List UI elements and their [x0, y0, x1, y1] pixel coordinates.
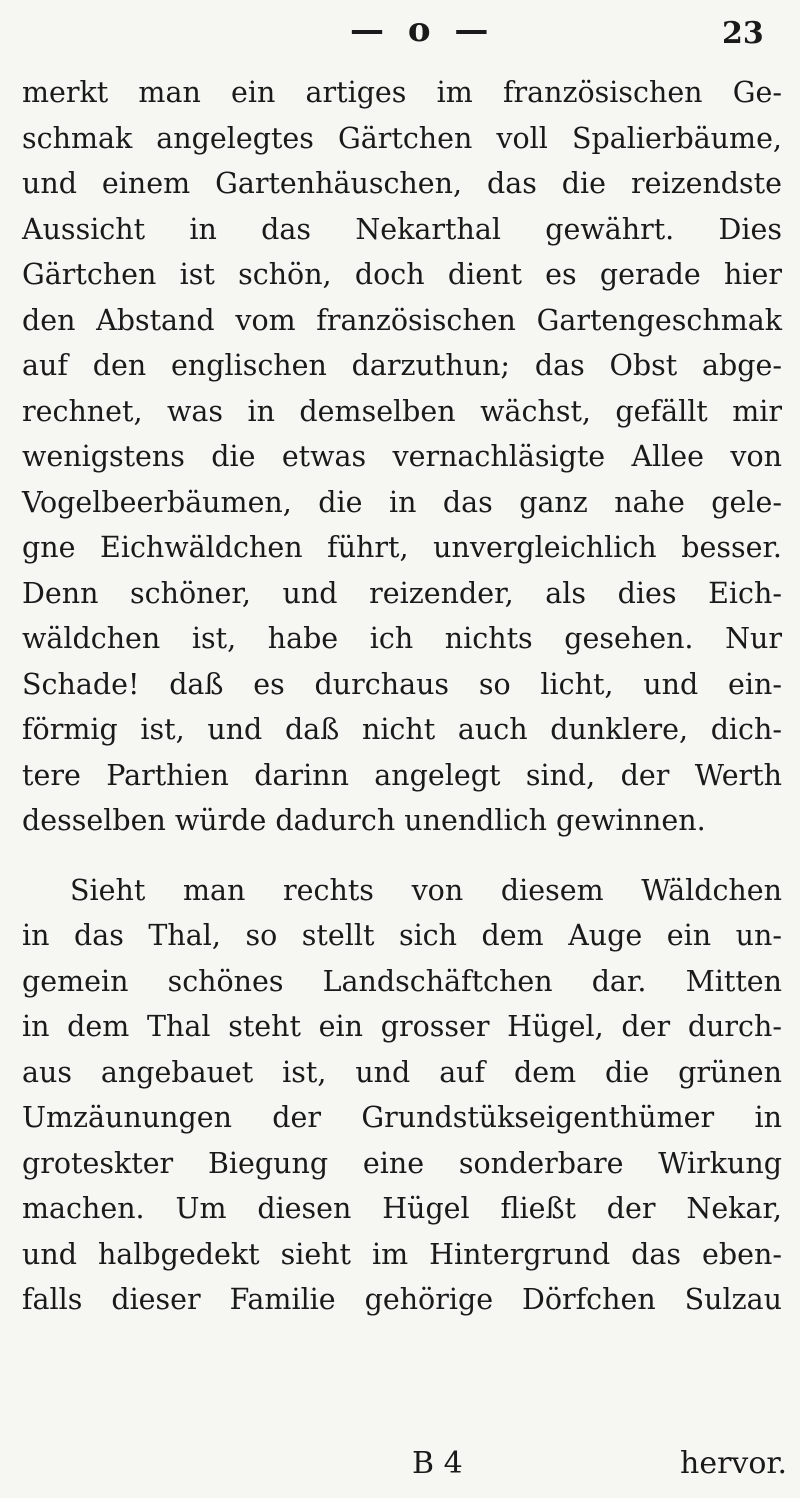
text-line: gemein schönes Landschäftchen dar. Mitten — [22, 964, 782, 998]
page-footer — [0, 1442, 800, 1488]
head-ornament: — o — — [350, 10, 495, 50]
text-line: Denn schöner, und reizender, als dies Eich- — [22, 576, 782, 610]
text-line: gne Eichwäldchen führt, unvergleichlich besser. — [22, 531, 782, 564]
text-line: wenigstens die etwas vernachläsigte Allee von — [22, 440, 782, 473]
text-line: Gärtchen ist schön, doch dient es gerade hier — [22, 258, 782, 291]
text-line: groteskter Biegung eine sonderbare Wirkung — [22, 1146, 782, 1180]
text-line: förmig ist, und daß nicht auch dunklere, dich- — [22, 713, 782, 746]
text-line: in dem Thal steht ein grosser Hügel, der durch- — [22, 1010, 782, 1043]
signature-mark: B 4 — [412, 1446, 463, 1481]
text-line: Aussicht in das Nekarthal gewährt. Dies — [22, 212, 782, 246]
text-line: falls dieser Familie gehörige Dörfchen Sulzau — [22, 1283, 782, 1316]
catchword: hervor. — [680, 1446, 788, 1481]
text-line: aus angebauet ist, und auf dem die grünen — [22, 1055, 782, 1089]
text-line: schmak angelegtes Gärtchen voll Spalierbäume, — [22, 121, 782, 155]
text-line: und einem Gartenhäuschen, das die reizendste — [22, 167, 782, 200]
text-line: wäldchen ist, habe ich nichts gesehen. Nur — [22, 622, 782, 655]
text-line: rechnet, was in demselben wächst, gefällt mir — [22, 394, 782, 428]
text-line: machen. Um diesen Hügel fließt der Nekar, — [22, 1192, 782, 1225]
text-line: Sieht man rechts von diesem Wäldchen — [70, 873, 782, 907]
paragraph-gap — [22, 844, 782, 868]
text-line: Vogelbeerbäumen, die in das ganz nahe gele- — [22, 485, 782, 519]
running-head — [0, 4, 800, 54]
text-line: Umzäunungen der Grundstükseigenthümer in — [22, 1101, 782, 1134]
page-number: 23 — [722, 16, 764, 51]
body-text — [22, 70, 782, 1323]
text-line: in das Thal, so stellt sich dem Auge ein un- — [22, 919, 782, 952]
text-line: auf den englischen darzuthun; das Obst abge- — [22, 349, 782, 382]
text-line: tere Parthien darinn angelegt sind, der Werth — [22, 758, 782, 792]
text-line: merkt man ein artiges im französischen Ge- — [22, 76, 782, 109]
text-line: desselben würde dadurch unendlich gewinnen. — [22, 804, 706, 837]
paragraph-2 — [22, 868, 782, 1323]
text-line: Schade! daß es durchaus so licht, und ein- — [22, 667, 782, 701]
text-line: und halbgedekt sieht im Hintergrund das eben- — [22, 1237, 782, 1271]
paragraph-1 — [22, 70, 782, 844]
text-line: den Abstand vom französischen Gartengeschmak — [22, 303, 782, 337]
